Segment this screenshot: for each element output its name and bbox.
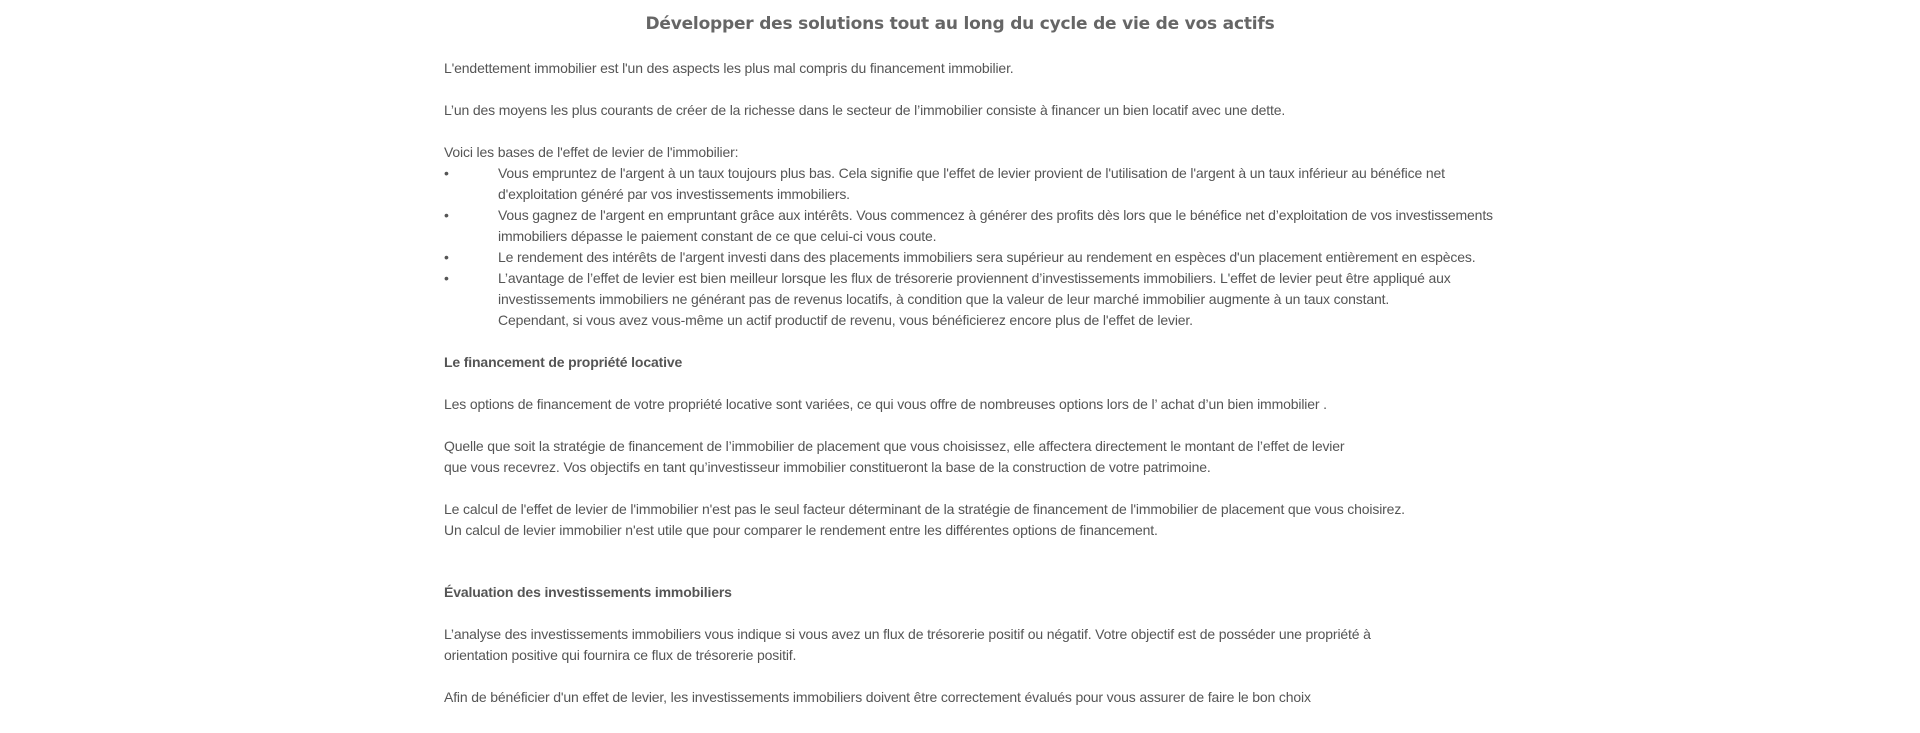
list-item xyxy=(444,247,1864,268)
paragraph-line: L’analyse des investissements immobiliers vous indique si vous avez un flux de trésorerie positif ou négatif. Votre objectif est de posséder une propriété à xyxy=(444,626,1371,642)
list-item-line: d'exploitation généré par vos investissements immobiliers. xyxy=(498,186,850,202)
list-item-line: Vous gagnez de l'argent en empruntant grâce aux intérêts. Vous commencez à générer des profits dès lors que le bénéfice net d’exploitation de vos investissements xyxy=(498,207,1493,223)
evaluation-paragraph-2: Afin de bénéficier d'un effet de levier, les investissements immobiliers doivent être correctement évalués pour vous assurer de faire le bon choix xyxy=(444,689,1311,705)
intro-paragraph-3: Voici les bases de l'effet de levier de l'immobilier: xyxy=(444,144,739,160)
paragraph-line: orientation positive qui fournira ce flux de trésorerie positif. xyxy=(444,647,797,663)
bullet-icon: • xyxy=(444,165,449,181)
article-body xyxy=(444,58,1864,708)
financing-paragraph-2 xyxy=(444,436,1864,478)
list-item-line: Le rendement des intérêts de l'argent investi dans des placements immobiliers sera supérieur au rendement en espèces d'un placement entièrement en espèces. xyxy=(498,249,1476,265)
section-heading-financing: Le financement de propriété locative xyxy=(444,354,683,370)
leverage-bullet-list xyxy=(444,163,1864,310)
bullet-icon: • xyxy=(444,207,449,223)
list-item xyxy=(444,205,1864,247)
financing-paragraph-1: Les options de financement de votre propriété locative sont variées, ce qui vous offre de nombreuses options lors de l’ achat d’un bien immobilier . xyxy=(444,396,1327,412)
paragraph-line: Le calcul de l'effet de levier de l'immobilier n'est pas le seul facteur déterminant de la stratégie de financement de l'immobilier de placement que vous choisirez. xyxy=(444,501,1405,517)
list-item-line: immobiliers dépasse le paiement constant de ce que celui-ci vous coute. xyxy=(498,228,937,244)
bullet-icon: • xyxy=(444,249,449,265)
page-title: Développer des solutions tout au long du cycle de vie de vos actifs xyxy=(645,14,1275,34)
list-item-line: investissements immobiliers ne générant pas de revenus locatifs, à condition que la valeur de leur marché immobilier augmente à un taux constant. xyxy=(498,291,1390,307)
section-heading-evaluation: Évaluation des investissements immobiliers xyxy=(444,584,732,600)
bullet-icon: • xyxy=(444,270,449,286)
financing-paragraph-3 xyxy=(444,499,1864,541)
intro-paragraph-1: L'endettement immobilier est l'un des aspects les plus mal compris du financement immobilier. xyxy=(444,60,1014,76)
paragraph-line: Un calcul de levier immobilier n'est utile que pour comparer le rendement entre les différentes options de financement. xyxy=(444,522,1158,538)
paragraph-line: que vous recevrez. Vos objectifs en tant qu’investisseur immobilier constitueront la base de la construction de votre patrimoine. xyxy=(444,459,1211,475)
list-item xyxy=(444,268,1864,310)
list-item-line: L’avantage de l’effet de levier est bien meilleur lorsque les flux de trésorerie proviennent d’investissements immobiliers. L'effet de levier peut être appliqué aux xyxy=(498,270,1451,286)
list-item xyxy=(444,163,1864,205)
evaluation-paragraph-1 xyxy=(444,624,1864,666)
paragraph-line: Quelle que soit la stratégie de financement de l’immobilier de placement que vous choisissez, elle affectera directement le montant de l’effet de levier xyxy=(444,438,1345,454)
intro-paragraph-2: L’un des moyens les plus courants de créer de la richesse dans le secteur de l’immobilier consiste à financer un bien locatif avec une dette. xyxy=(444,102,1286,118)
list-continuation-text: Cependant, si vous avez vous-même un actif productif de revenu, vous bénéficierez encore plus de l'effet de levier. xyxy=(498,312,1193,328)
list-item-line: Vous empruntez de l'argent à un taux toujours plus bas. Cela signifie que l'effet de levier provient de l'utilisation de l'argent à un taux inférieur au bénéfice net xyxy=(498,165,1445,181)
